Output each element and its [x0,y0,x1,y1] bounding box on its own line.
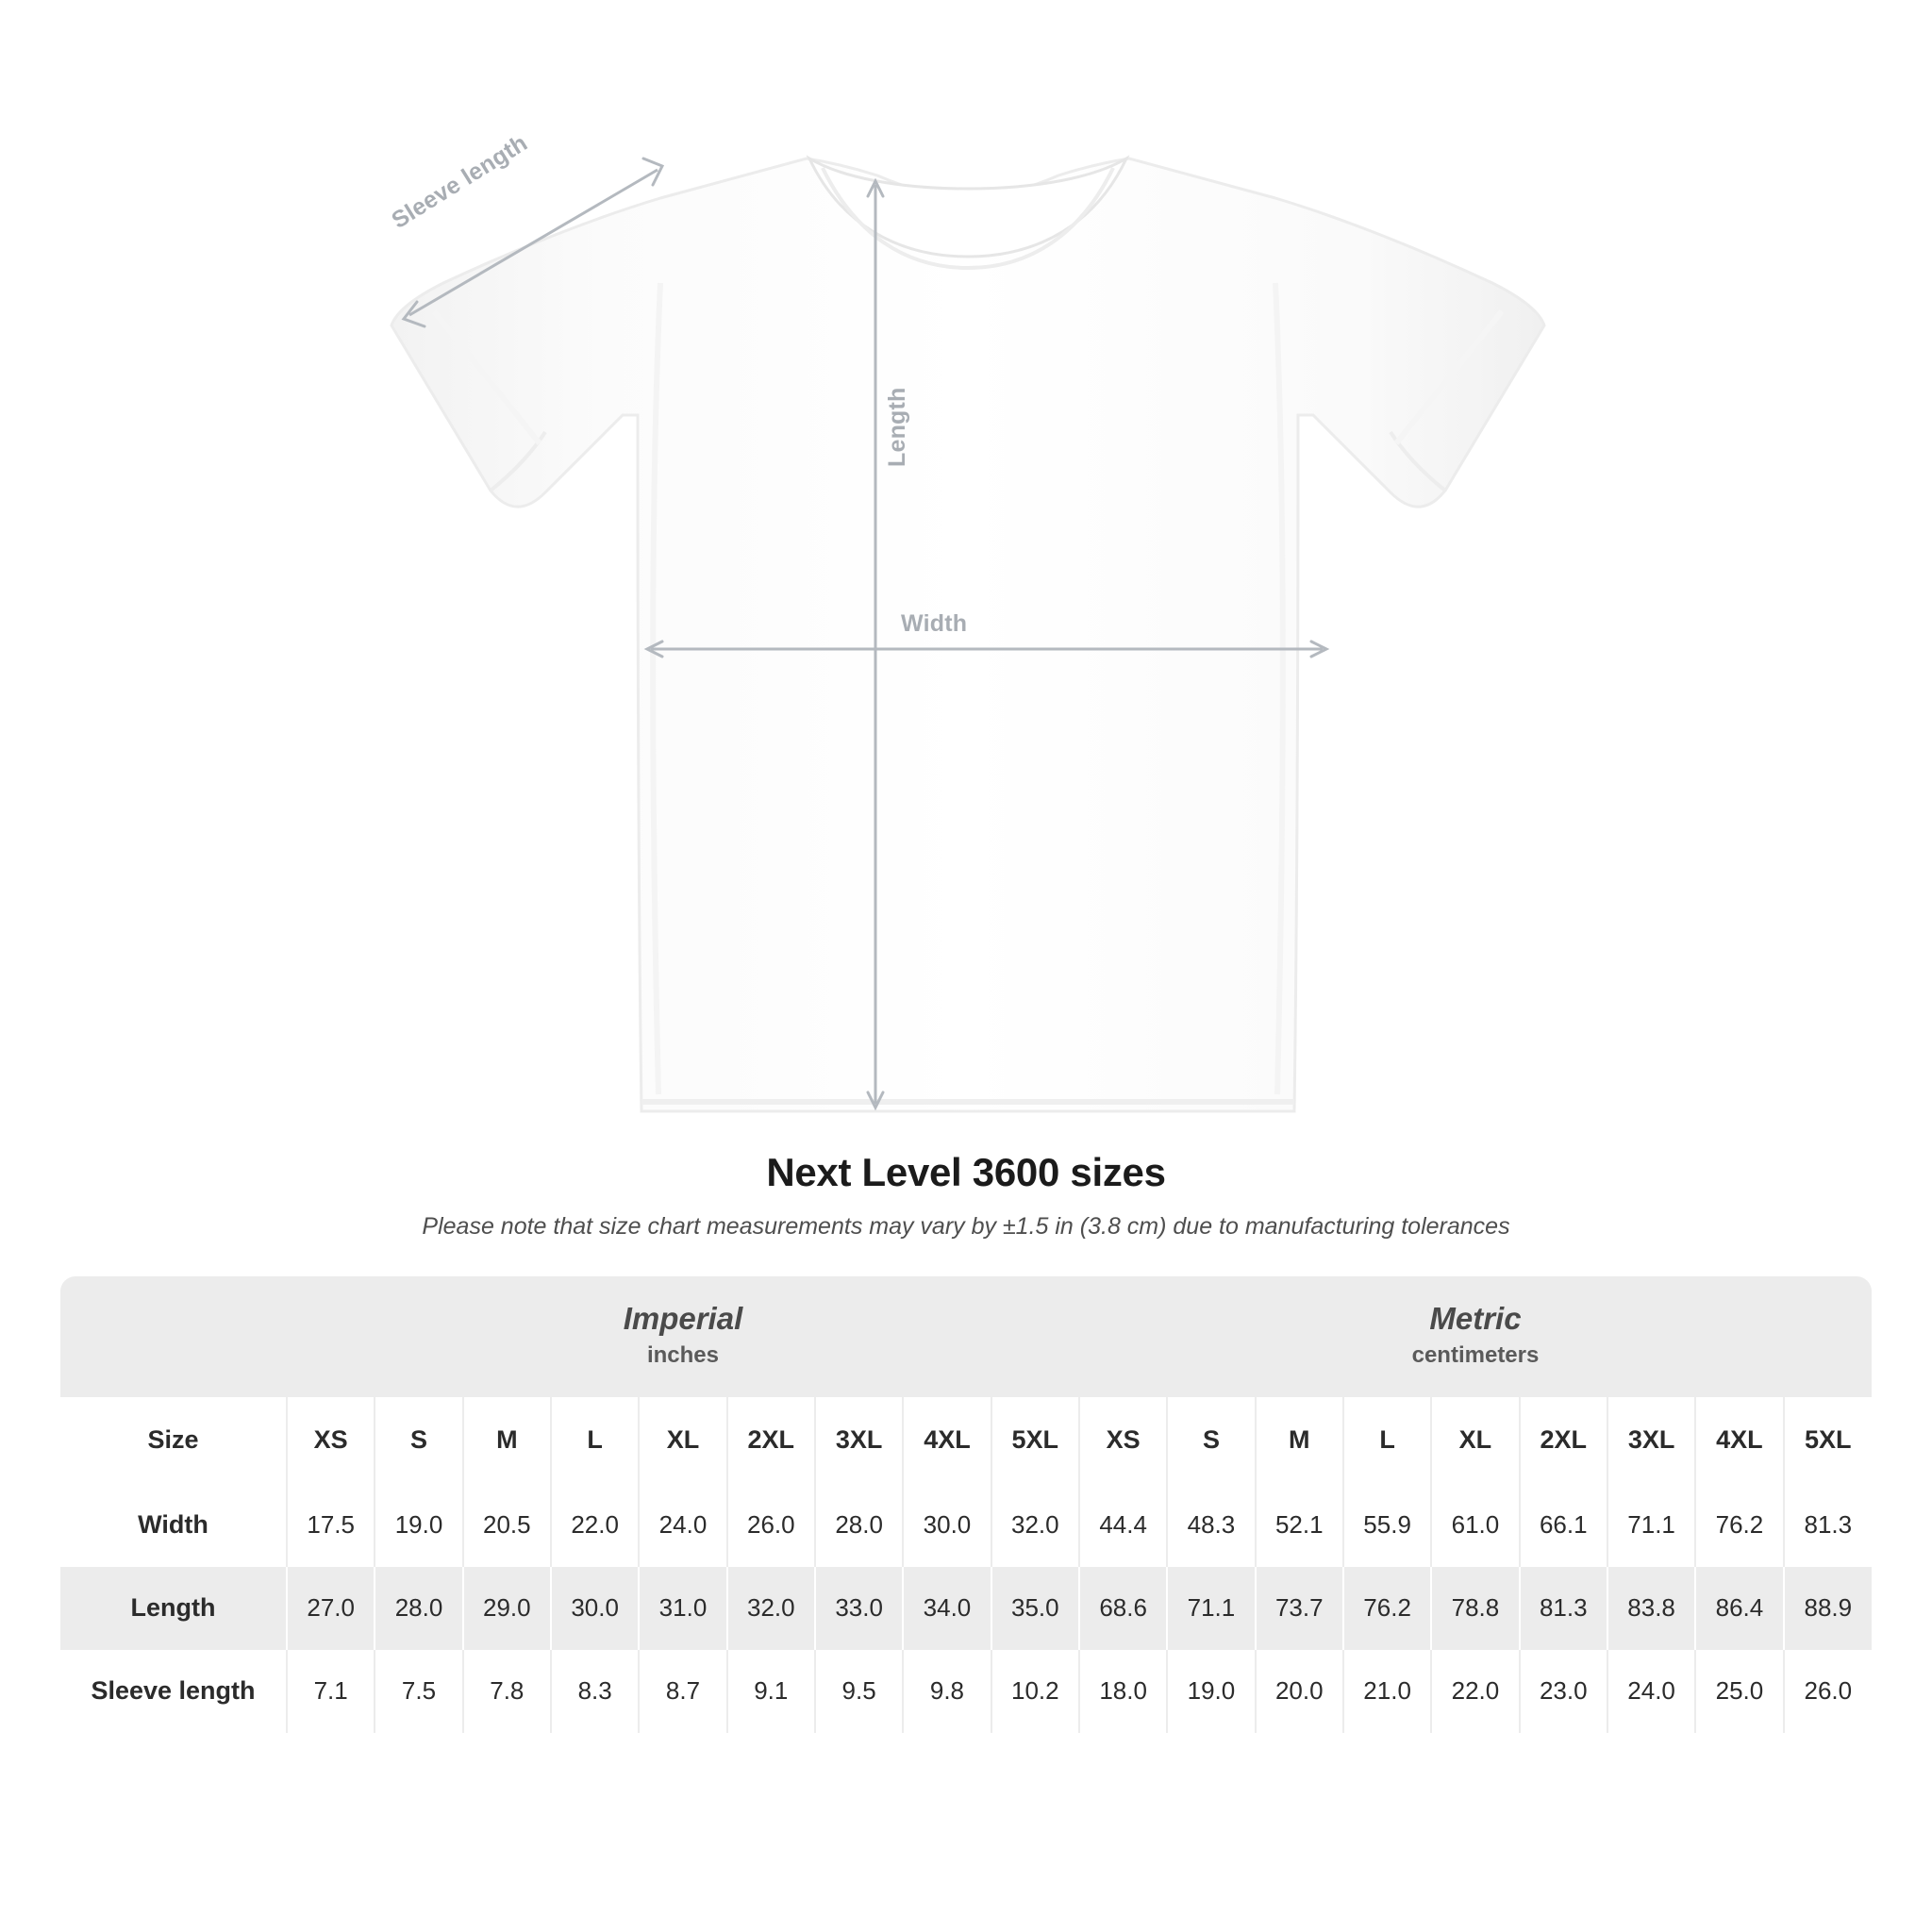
unit-system-metric-unit: centimeters [1411,1341,1540,1368]
size-header-cell: 5XL [1784,1397,1872,1484]
cell-width: 24.0 [639,1484,726,1567]
cell-length: 73.7 [1256,1567,1343,1650]
cell-sleeve: 8.3 [551,1650,639,1733]
cell-sleeve: 7.8 [463,1650,551,1733]
cell-sleeve: 20.0 [1256,1650,1343,1733]
cell-width: 66.1 [1520,1484,1607,1567]
size-header-cell: L [1343,1397,1431,1484]
cell-width: 48.3 [1167,1484,1255,1567]
cell-width: 32.0 [991,1484,1079,1567]
cell-width: 52.1 [1256,1484,1343,1567]
size-header-cell: 2XL [1520,1397,1607,1484]
size-chart-table-wrapper [60,1276,1872,1733]
size-chart-table [60,1276,1872,1733]
cell-length: 32.0 [727,1567,815,1650]
page-title: Next Level 3600 sizes [766,1150,1166,1194]
cell-length: 35.0 [991,1567,1079,1650]
cell-sleeve: 7.1 [287,1650,375,1733]
size-header-cell: 2XL [727,1397,815,1484]
cell-width: 26.0 [727,1484,815,1567]
unit-system-metric [1079,1276,1872,1397]
cell-sleeve: 18.0 [1079,1650,1167,1733]
cell-sleeve: 23.0 [1520,1650,1607,1733]
cell-sleeve: 8.7 [639,1650,726,1733]
size-header-cell: 4XL [1695,1397,1783,1484]
cell-width: 55.9 [1343,1484,1431,1567]
table-row [60,1484,1872,1567]
size-header-cell: M [463,1397,551,1484]
size-header-cell: 3XL [815,1397,903,1484]
row-label-length: Length [60,1567,287,1650]
size-header-cell: S [375,1397,462,1484]
unit-system-imperial-unit: inches [646,1341,719,1368]
table-row [60,1567,1872,1650]
unit-system-metric-name: Metric [1429,1301,1522,1336]
cell-width: 76.2 [1695,1484,1783,1567]
size-header-cell: L [551,1397,639,1484]
cell-width: 28.0 [815,1484,903,1567]
unit-system-imperial-name: Imperial [623,1301,743,1336]
cell-width: 81.3 [1784,1484,1872,1567]
size-header-cell: XS [1079,1397,1167,1484]
cell-length: 86.4 [1695,1567,1783,1650]
cell-length: 33.0 [815,1567,903,1650]
cell-sleeve: 22.0 [1431,1650,1519,1733]
cell-width: 44.4 [1079,1484,1167,1567]
size-header-cell: 3XL [1607,1397,1695,1484]
cell-width: 61.0 [1431,1484,1519,1567]
size-header-cell: S [1167,1397,1255,1484]
size-header-cell: M [1256,1397,1343,1484]
cell-length: 71.1 [1167,1567,1255,1650]
cell-sleeve: 19.0 [1167,1650,1255,1733]
cell-width: 20.5 [463,1484,551,1567]
cell-sleeve: 25.0 [1695,1650,1783,1733]
cell-sleeve: 26.0 [1784,1650,1872,1733]
cell-sleeve: 9.1 [727,1650,815,1733]
size-header-cell: 4XL [903,1397,991,1484]
row-label-sleeve-length: Sleeve length [60,1650,287,1733]
corner-cell [60,1276,287,1397]
cell-length: 29.0 [463,1567,551,1650]
cell-length: 83.8 [1607,1567,1695,1650]
cell-length: 31.0 [639,1567,726,1650]
size-header-cell: XL [1431,1397,1519,1484]
cell-length: 68.6 [1079,1567,1167,1650]
cell-length: 76.2 [1343,1567,1431,1650]
cell-sleeve: 7.5 [375,1650,462,1733]
cell-length: 28.0 [375,1567,462,1650]
label-width: Width [901,610,968,637]
cell-width: 17.5 [287,1484,375,1567]
size-header-cell: XS [287,1397,375,1484]
cell-width: 19.0 [375,1484,462,1567]
label-length: Length [884,387,910,467]
cell-sleeve: 24.0 [1607,1650,1695,1733]
unit-system-imperial [287,1276,1079,1397]
size-header-cell: XL [639,1397,726,1484]
size-header-label: Size [60,1397,287,1484]
cell-width: 30.0 [903,1484,991,1567]
cell-sleeve: 9.8 [903,1650,991,1733]
cell-length: 81.3 [1520,1567,1607,1650]
table-row [60,1650,1872,1733]
cell-length: 34.0 [903,1567,991,1650]
size-header-row [60,1397,1872,1484]
cell-width: 71.1 [1607,1484,1695,1567]
cell-width: 22.0 [551,1484,639,1567]
cell-sleeve: 10.2 [991,1650,1079,1733]
cell-sleeve: 21.0 [1343,1650,1431,1733]
label-sleeve-length: Sleeve length [387,129,533,234]
row-label-width: Width [60,1484,287,1567]
cell-sleeve: 9.5 [815,1650,903,1733]
size-header-cell: 5XL [991,1397,1079,1484]
cell-length: 88.9 [1784,1567,1872,1650]
cell-length: 27.0 [287,1567,375,1650]
cell-length: 78.8 [1431,1567,1519,1650]
tolerance-note: Please note that size chart measurements may vary by ±1.5 in (3.8 cm) due to manufacturing tolerances [422,1213,1510,1240]
unit-system-header-row [60,1276,1872,1397]
cell-length: 30.0 [551,1567,639,1650]
title-block [0,1150,1932,1241]
